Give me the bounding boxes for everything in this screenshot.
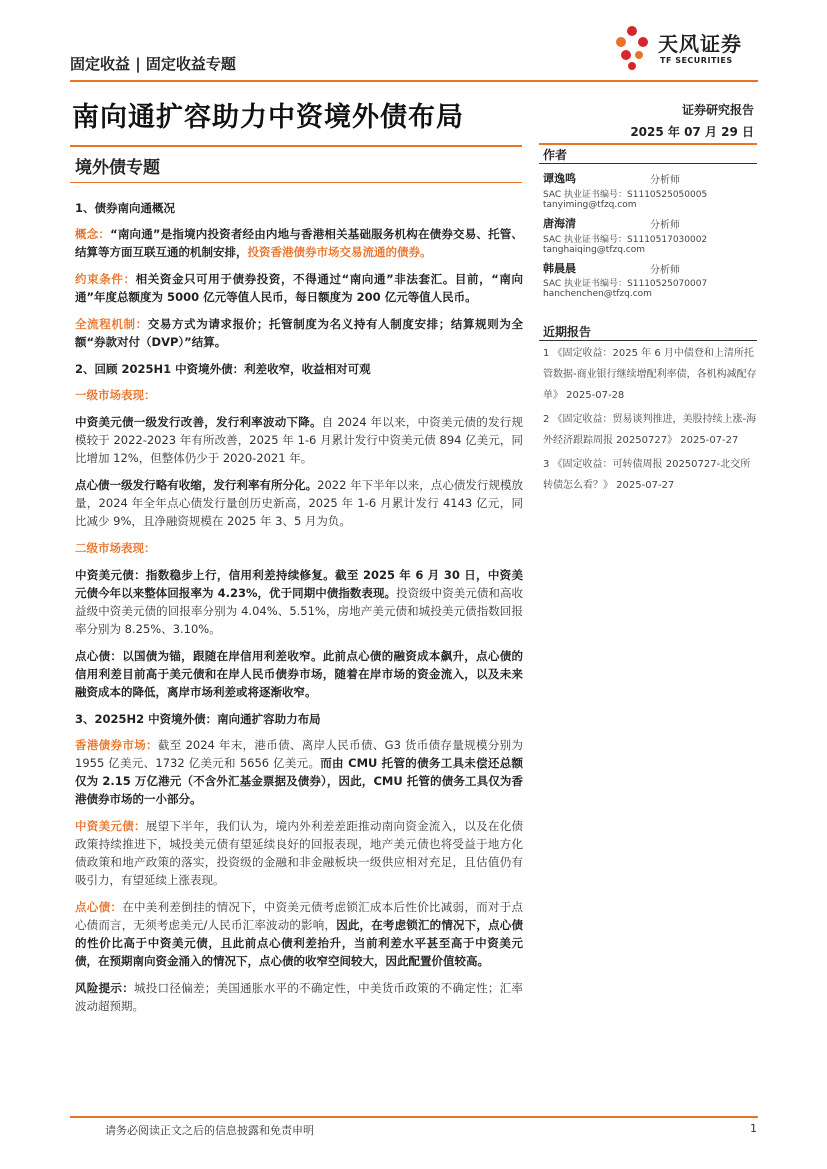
paragraph-dimsum-outlook: 点心债：在中美利差倒挂的情况下，中资美元债考虑锁汇成本后性价比减弱，而对于点心债而言，无须考虑美元/人民币汇率波动的影响，因此，在考虑锁汇的情况下，点心债的性价比高于中资美元债，且此前点心债利差抬升，当前利差水平甚至高于中资美元债，在预期南向资金涌入的情况下，点心债的收窄空间较大，因此配置价值较高。 bbox=[75, 900, 524, 968]
title-rule-left bbox=[70, 145, 522, 147]
section-heading: 1、债券南向通概况 bbox=[75, 201, 176, 215]
author-name: 韩晨晨 bbox=[543, 262, 576, 275]
section-heading: 3、2025H2 中资境外债：南向通扩容助力布局 bbox=[75, 712, 321, 726]
breadcrumb: 固定收益 | 固定收益专题 bbox=[70, 55, 236, 73]
paragraph-hk-market: 香港债券市场：截至 2024 年末，港币债、离岸人民币债、G3 货币债存量规模分别为 1955 亿美元、1732 亿美元和 5656 亿美元。而由 CMU 托管的债务工具未偿还总额仅为 2.15 万亿港元（不含外汇基金票据及债券），因此，CMU 托管的债务工具仅为香港债券市场的一小部分。 bbox=[75, 738, 523, 806]
footer-rule bbox=[70, 1116, 758, 1118]
header-rule bbox=[70, 80, 758, 82]
subsection-heading: 二级市场表现： bbox=[75, 541, 156, 555]
summary-body bbox=[75, 199, 523, 1024]
logo-english-name: TF SECURITIES bbox=[660, 56, 733, 65]
label: 约束条件： bbox=[75, 272, 136, 286]
author-role: 分析师 bbox=[650, 175, 680, 186]
paragraph-dimsum-primary: 点心债一级发行略有收缩，发行利率有所分化。2022 年下半年以来，点心债发行规模放量，2024 年全年点心债发行量创历史新高，2025 年 1-6 月累计发行 4143 亿元，同比减少 9%，且净融资规模在 2025 年 3、5 月为负。 bbox=[75, 478, 524, 528]
paragraph-constraints: 约束条件：相关资金只可用于债券投资，不得通过“南向通”非法套汇。目前，“南向通”年度总额度为 5000 亿元等值人民币，每日额度为 200 亿元等值人民币。 bbox=[75, 272, 524, 304]
author-role: 分析师 bbox=[650, 220, 680, 231]
paragraph-usd-secondary: 中资美元债：指数稳步上行，信用利差持续修复。截至 2025 年 6 月 30 日，中资美元债今年以来整体回报率为 4.23%，优于同期中债指数表现。投资级中资美元债和高收益级中资美元债的回报率分别为 4.04%、5.51%，房地产美元债和城投美元债指数回报率分别为 8.25%、3.10%。 bbox=[75, 568, 524, 636]
recent-reports-rule bbox=[539, 340, 757, 341]
logo-name: 天风证券 bbox=[658, 32, 742, 56]
label: 全流程机制： bbox=[75, 317, 148, 331]
author-cert: SAC 执业证书编号：S1110517030002 bbox=[543, 235, 708, 245]
author-role: 分析师 bbox=[650, 265, 680, 276]
label: 中资美元债： bbox=[75, 819, 146, 833]
report-type: 证券研究报告 bbox=[681, 103, 754, 117]
report-subtitle: 境外债专题 bbox=[75, 158, 160, 178]
recent-reports-heading: 近期报告 bbox=[543, 325, 592, 339]
author-email[interactable]: hanchenchen@tfzq.com bbox=[543, 289, 652, 299]
title-rule-right bbox=[539, 143, 757, 145]
paragraph-usd-primary: 中资美元债一级发行改善，发行利率波动下降。自 2024 年以来，中资美元债的发行规模较于 2022-2023 年有所改善，2025 年 1-6 月累计发行中资美元债 894 亿美元，同比增加 12%，但整体仍少于 2020-2021 年。 bbox=[75, 415, 523, 465]
authors-heading: 作者 bbox=[543, 148, 568, 162]
recent-report-item[interactable]: 2 《固定收益：贸易谈判推进，美股持续上涨-海外经济跟踪周报 20250727》 2025-07-27 bbox=[543, 414, 757, 446]
author-email[interactable]: tanghaiqing@tfzq.com bbox=[543, 245, 646, 255]
label: 风险提示： bbox=[75, 981, 134, 995]
page-number: 1 bbox=[750, 1122, 757, 1135]
company-logo bbox=[610, 22, 770, 74]
footer-disclaimer[interactable]: 请务必阅读正文之后的信息披露和免责申明 bbox=[105, 1124, 314, 1137]
author-email[interactable]: tanyiming@tfzq.com bbox=[543, 200, 637, 210]
label: 点心债： bbox=[75, 900, 123, 914]
paragraph-concept: 概念：“南向通”是指境内投资者经由内地与香港相关基础服务机构在债券交易、托管、结算等方面互联互通的机制安排，投资香港债券市场交易流通的债券。 bbox=[75, 227, 523, 259]
subsection-heading: 一级市场表现： bbox=[75, 388, 156, 402]
recent-reports-list bbox=[543, 343, 759, 499]
author-cert: SAC 执业证书编号：S1110525050005 bbox=[543, 190, 708, 200]
logo-mark-icon bbox=[610, 22, 654, 72]
authors-rule bbox=[539, 163, 757, 164]
recent-report-item[interactable]: 1 《固定收益：2025 年 6 月中债登和上清所托管数据-商业银行继续增配利率债，各机构减配存单》 2025-07-28 bbox=[543, 348, 757, 401]
subtitle-rule bbox=[70, 182, 522, 183]
section-heading: 2、回顾 2025H1 中资境外债：利差收窄，收益相对可观 bbox=[75, 362, 371, 376]
paragraph-usd-outlook: 中资美元债：展望下半年，我们认为，境内外利差差距推动南向资金流入，以及在化债政策持续推进下，城投美元债有望延续良好的回报表现，地产美元债也将受益于地方化债政策和地产政策的落实，投资级的金融和非金融板块一级供应相对充足，且估值仍有吸引力，有望延续上涨表现。 bbox=[75, 819, 524, 887]
author-name: 唐海清 bbox=[543, 217, 576, 230]
report-date: 2025 年 07 月 29 日 bbox=[630, 125, 754, 139]
paragraph-risk: 风险提示：城投口径偏差；美国通胀水平的不确定性，中美货币政策的不确定性；汇率波动超预期。 bbox=[75, 981, 524, 1013]
recent-report-item[interactable]: 3 《固定收益：可转债周报 20250727-北交所转债怎么看？》 2025-07-27 bbox=[543, 459, 751, 491]
label: 香港债券市场： bbox=[75, 738, 158, 752]
paragraph-mechanism: 全流程机制：交易方式为请求报价；托管制度为名义持有人制度安排；结算规则为全额“券款对付（DVP）”结算。 bbox=[75, 317, 523, 349]
label: 概念： bbox=[75, 227, 111, 241]
paragraph-dimsum-secondary: 点心债：以国债为锚，跟随在岸信用利差收窄。此前点心债的融资成本飙升，点心债的信用利差目前高于美元债和在岸人民币债券市场，随着在岸市场的资金流入，以及未来融资成本的降低，离岸市场利差或将逐渐收窄。 bbox=[75, 649, 523, 699]
author-name: 谭逸鸣 bbox=[543, 172, 576, 185]
author-cert: SAC 执业证书编号：S1110525070007 bbox=[543, 279, 708, 289]
report-title: 南向通扩容助力中资境外债布局 bbox=[72, 102, 464, 133]
